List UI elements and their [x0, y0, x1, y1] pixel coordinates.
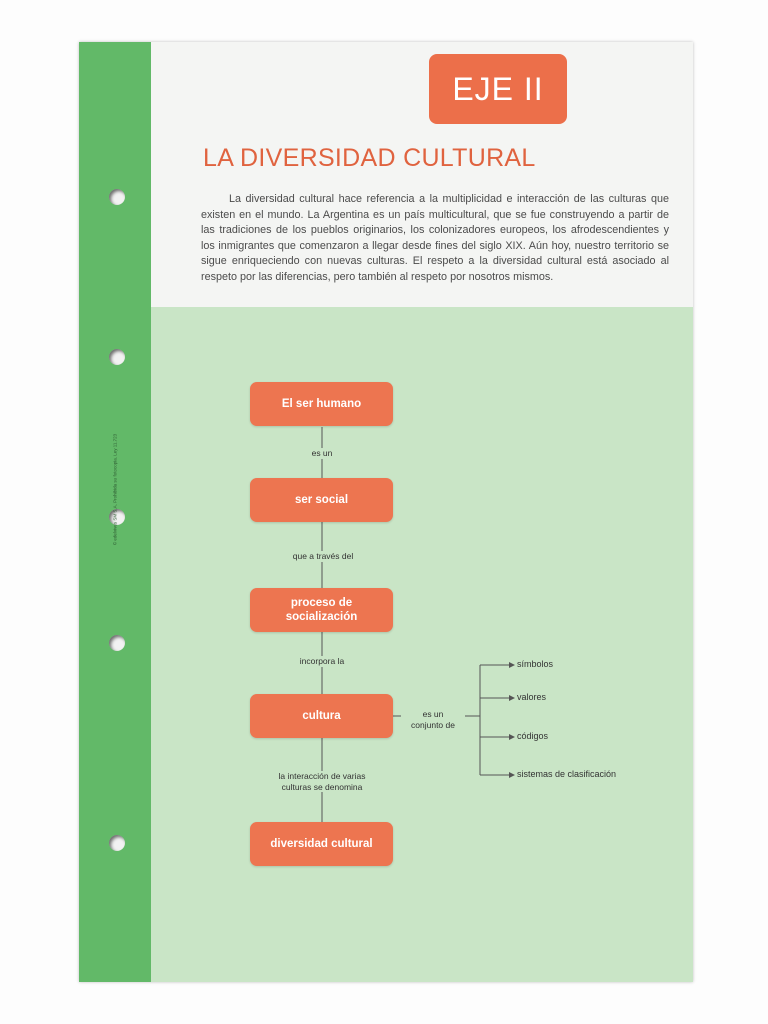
intro-paragraph: La diversidad cultural hace referencia a la multiplicidad e interacción de las culturas que existen en el mundo. La Argentina es un país multicultural, que se fue construyendo a partir de las tradiciones de los pueblos originarios, los colonizadores europeos, los afrodescendientes y los inmigrantes que comenzaron a llegar desde fines del siglo XIX. Aún hoy, nuestro territorio se sigue enriqueciendo con nuevas culturas. El respeto a la diversidad cultural está asociado al respeto por las diferencias, pero también al respeto por nosotros mismos. — [201, 193, 669, 283]
connector-incorpora: incorpora la — [293, 656, 351, 667]
connector-interaccion-line1: la interacción de varias — [278, 771, 366, 781]
node-ser-social: ser social — [250, 478, 393, 522]
page-title: LA DIVERSIDAD CULTURAL — [203, 144, 536, 172]
connector-interaccion-line2: culturas se denomina — [281, 781, 363, 792]
connector-conjunto-line1: es un — [422, 709, 444, 719]
connector-conjunto — [401, 709, 465, 730]
chapter-badge: EJE II — [429, 54, 567, 124]
connector-a-traves: que a través del — [287, 551, 359, 562]
book-page — [79, 42, 693, 982]
connector-es-un: es un — [297, 448, 347, 459]
leaf-valores: valores — [517, 692, 547, 702]
leaf-codigos: códigos — [517, 731, 549, 741]
node-proceso-line1: proceso de — [290, 597, 353, 609]
leaf-simbolos: símbolos — [517, 659, 554, 669]
node-proceso-line2: socialización — [285, 611, 358, 623]
copyright-note: © edelvives SM S.A. Prohibida su fotocopia. Ley 11.723 — [112, 433, 118, 546]
leaf-sistemas-clasificacion: sistemas de clasificación — [517, 769, 617, 779]
node-proceso-socializacion — [250, 588, 393, 632]
connector-conjunto-line2: conjunto de — [411, 719, 455, 730]
node-cultura: cultura — [250, 694, 393, 738]
connector-interaccion — [272, 771, 372, 792]
node-ser-humano: El ser humano — [250, 382, 393, 426]
node-diversidad-cultural: diversidad cultural — [250, 822, 393, 866]
